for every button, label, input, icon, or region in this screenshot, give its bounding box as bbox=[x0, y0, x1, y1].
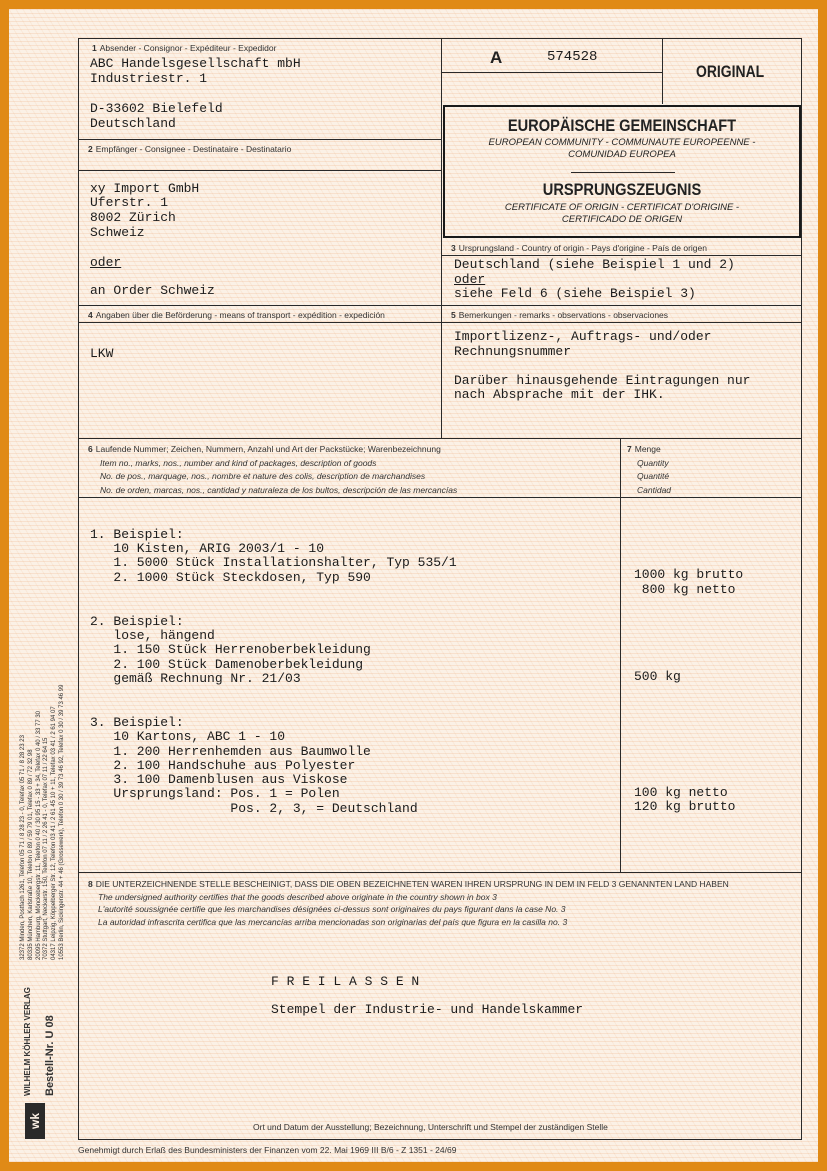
quantity-3-gross: 120 kg brutto bbox=[634, 799, 736, 814]
example3-line-1: 3. Beispiel: bbox=[90, 715, 184, 730]
box7-label: 7 Menge Quantity Quantité Cantidad bbox=[627, 444, 672, 495]
frame-left bbox=[78, 38, 79, 1140]
remarks-line-4: Darüber hinausgehende Eintragungen nur bbox=[454, 373, 751, 388]
publisher-addresses: 32372 Minden, Postfach 1261, Telefon 05 71 / 8 28 23 - 0, Telefax 05 71 / 8 28 23 23 80335 München, Karlstraße 10, Telefon 0 89 / 59 79 01, Telefax 0 89 / 72 32 98 20095 Hamburg, Mönckebergstr. 11, Telefon 0 40 / 30 95 15 - 33 + 34, Telefax 0 40 / 33 77 30 70372 Stuttgart, Neckarstr. 150, Telefon 07 11 / 2 26 41 - 0, Telefax 07 11 / 22 64 15 04317 Leipzig, Köppelberger Str. 12, Telefon 03 41 / 2 61 45 10 + 11, Telefax 03 41 / 2 61 94 07 10553 Berlin, Sickingenstr. 44 + 46 (Grossewerk), Telefon 0 30 / 39 73 46 92, Telefax 0 30 / 39 73 46 99 bbox=[20, 684, 65, 960]
origin-oder: oder bbox=[454, 272, 486, 287]
box8-label: 8 DIE UNTERZEICHNENDE STELLE BESCHEINIGT, DASS DIE OBEN BEZEICHNETEN WAREN IHREN URSPRUNG IN DEM IN FELD 3 GENANNTEN LAND HABEN The undersigned authority certifies that the goods described above originate in the country shown in box 3 L'autorité soussignée certifie que les marchandises désignées ci-dessus sont originaires du pays figurant dans la case No. 3 La autoridad infrascrita certifica que las mercancías arriba mencionadas son originarias del país que figura en la casilla no. 3 bbox=[88, 879, 729, 927]
col7-divider bbox=[620, 438, 621, 872]
original-label: ORIGINAL bbox=[696, 62, 765, 81]
origin-line-1: Deutschland (siehe Beispiel 1 und 2) bbox=[454, 257, 735, 272]
example3-line-5: 3. 100 Damenblusen aus Viskose bbox=[90, 772, 348, 787]
consignee-line-4: Schweiz bbox=[90, 225, 145, 240]
box5-label: 5 Bemerkungen - remarks - observations - observaciones bbox=[451, 310, 669, 320]
example2-line-1: 2. Beispiel: bbox=[90, 614, 184, 629]
certificate-title: URSPRUNGSZEUGNIS bbox=[542, 180, 702, 199]
frame-top bbox=[78, 38, 802, 39]
box3-label: 3 Ursprungsland - Country of origin - Pays d'origine - País de origen bbox=[451, 243, 707, 253]
example2-line-2: lose, hängend bbox=[90, 628, 215, 643]
consignor-line-5: Deutschland bbox=[90, 116, 176, 131]
example1-line-4: 2. 1000 Stück Steckdosen, Typ 590 bbox=[90, 570, 371, 585]
consignor-line-4: D-33602 Bielefeld bbox=[90, 101, 223, 116]
example3-line-2: 10 Kartons, ABC 1 - 10 bbox=[90, 729, 286, 744]
community-subtitle-1: EUROPEAN COMMUNITY - COMMUNAUTE EUROPEENNE - bbox=[488, 137, 756, 148]
box8-footer-label: Ort und Datum der Ausstellung; Bezeichnung, Unterschrift und Stempel der zuständigen Stelle bbox=[253, 1122, 608, 1132]
consignee-line-3: 8002 Zürich bbox=[90, 210, 176, 225]
remarks-line-2: Rechnungsnummer bbox=[454, 344, 572, 359]
certificate-subtitle-1: CERTIFICATE OF ORIGIN - CERTIFICAT D'ORIGINE - bbox=[504, 202, 740, 213]
series-letter: A bbox=[490, 48, 503, 67]
row6-label-line bbox=[78, 497, 802, 498]
community-title: EUROPÄISCHE GEMEINSCHAFT bbox=[507, 116, 737, 135]
release-text: F R E I L A S S E N bbox=[271, 974, 420, 989]
approval-note: Genehmigt durch Erlaß des Bundesministers der Finanzen vom 22. Mai 1969 III B/6 - Z 1351 - 24/69 bbox=[78, 1145, 457, 1155]
quantity-1-gross: 1000 kg brutto bbox=[634, 567, 744, 582]
example3-line-3: 1. 200 Herrenhemden aus Baumwolle bbox=[90, 744, 371, 759]
box4-label: 4 Angaben über die Beförderung - means of transport - expédition - expedición bbox=[88, 310, 385, 320]
consignee-order: an Order Schweiz bbox=[90, 283, 215, 298]
example1-line-2: 10 Kisten, ARIG 2003/1 - 10 bbox=[90, 541, 325, 556]
certificate-number: 574528 bbox=[547, 49, 598, 65]
quantity-1-net: 800 kg netto bbox=[634, 582, 736, 597]
example2-line-5: gemäß Rechnung Nr. 21/03 bbox=[90, 671, 301, 686]
remarks-line-5: nach Absprache mit der IHK. bbox=[454, 387, 665, 402]
order-number: Bestell-Nr. U 08 bbox=[44, 1015, 56, 1096]
consignee-line-1: xy Import GmbH bbox=[90, 181, 200, 196]
frame-right bbox=[801, 38, 802, 1140]
consignor-line-2: Industriestr. 1 bbox=[90, 71, 208, 86]
example1-line-1: 1. Beispiel: bbox=[90, 527, 184, 542]
remarks-line-1: Importlizenz-, Auftrags- und/oder bbox=[454, 329, 712, 344]
example1-line-3: 1. 5000 Stück Installationshalter, Typ 535/1 bbox=[90, 555, 457, 570]
certificate-subtitle-2: CERTIFICADO DE ORIGEN bbox=[561, 214, 683, 225]
example3-line-4: 2. 100 Handschuhe aus Polyester bbox=[90, 758, 356, 773]
publisher-logo: wk bbox=[25, 1103, 45, 1139]
community-subtitle-2: COMUNIDAD EUROPEA bbox=[568, 149, 676, 160]
quantity-2: 500 kg bbox=[634, 669, 681, 684]
transport-value: LKW bbox=[90, 346, 114, 361]
quantity-3-net: 100 kg netto bbox=[634, 785, 728, 800]
box3-label-line bbox=[441, 255, 802, 256]
consignee-oder: oder bbox=[90, 255, 122, 270]
example2-line-4: 2. 100 Stück Damenoberbekleidung bbox=[90, 657, 364, 672]
header-divider bbox=[662, 38, 663, 104]
box1-bottom bbox=[78, 139, 441, 140]
col-divider-top bbox=[441, 38, 442, 438]
publisher-name: WILHELM KÖHLER VERLAG bbox=[23, 987, 32, 1096]
row6-top bbox=[78, 438, 802, 439]
box2-label-line bbox=[78, 170, 441, 171]
row8-top bbox=[78, 872, 802, 873]
example3-line-6: Ursprungsland: Pos. 1 = Polen bbox=[90, 786, 340, 801]
header-row-line bbox=[441, 72, 662, 73]
box1-label: 1 Absender - Consignor - Expéditeur - Expedidor bbox=[92, 43, 277, 53]
row4-top bbox=[78, 305, 802, 306]
consignor-line-1: ABC Handelsgesellschaft mbH bbox=[90, 56, 301, 71]
box2-label: 2 Empfänger - Consignee - Destinataire - Destinatario bbox=[88, 144, 292, 154]
example2-line-3: 1. 150 Stück Herrenoberbekleidung bbox=[90, 642, 371, 657]
title-separator bbox=[571, 172, 675, 173]
row4-label-line bbox=[78, 322, 802, 323]
consignee-line-2: Uferstr. 1 bbox=[90, 195, 169, 210]
stamp-text: Stempel der Industrie- und Handelskammer bbox=[271, 1002, 584, 1017]
frame-bottom bbox=[78, 1139, 802, 1140]
origin-line-2: siehe Feld 6 (siehe Beispiel 3) bbox=[454, 286, 696, 301]
example3-line-7: Pos. 2, 3, = Deutschland bbox=[90, 801, 418, 816]
box6-label: 6 Laufende Nummer; Zeichen, Nummern, Anzahl und Art der Packstücke; Warenbezeichnung Item no., marks, nos., number and kind of packages, description of goods No. de pos., marquage, nos., nombre et nature des colis, description de marchandises No. de orden, marcas, nos., cantidad y naturaleza de los bultos, descripción de las mercancías bbox=[88, 444, 458, 495]
